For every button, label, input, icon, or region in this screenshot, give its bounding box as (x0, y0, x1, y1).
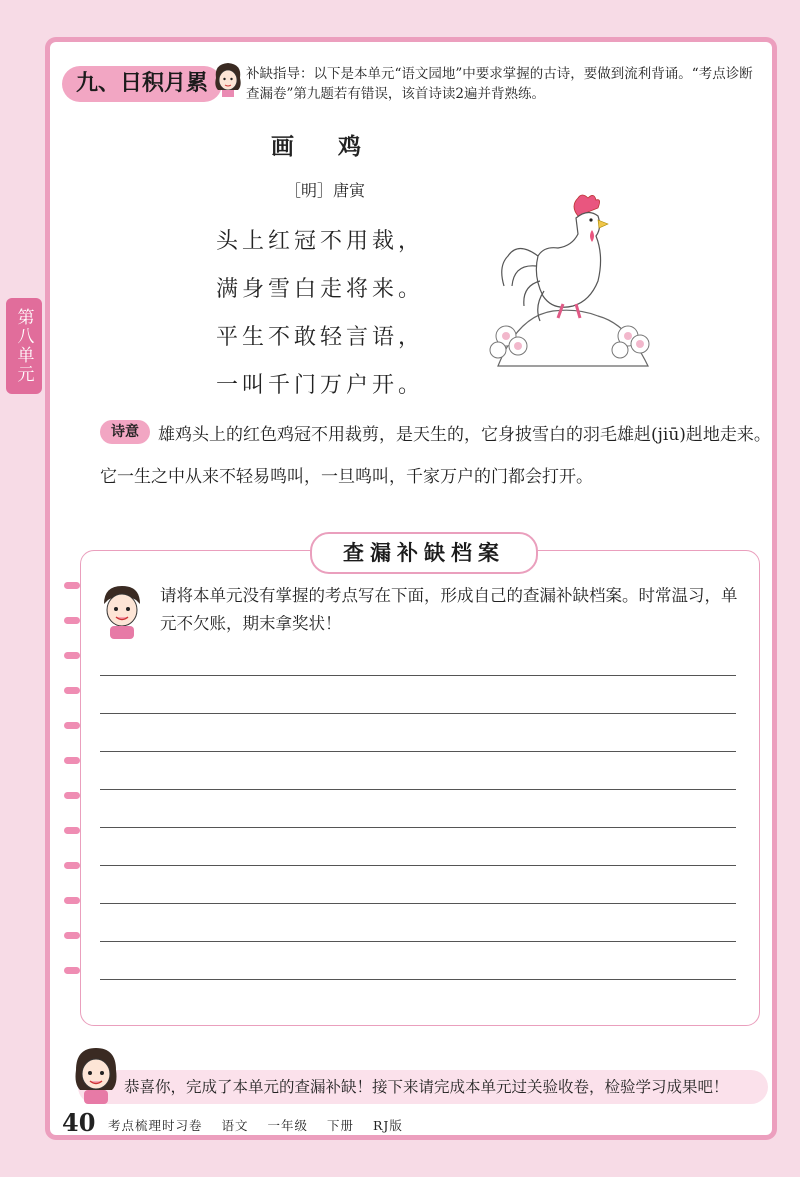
writing-line[interactable] (100, 751, 736, 789)
footer-book: 考点梳理时习卷 (108, 1118, 203, 1133)
footer-term: 下册 (327, 1118, 355, 1133)
footer-grade: 一年级 (267, 1118, 309, 1133)
writing-lines (100, 675, 736, 1017)
footer-edition: RJ版 (373, 1118, 403, 1133)
writing-line[interactable] (100, 979, 736, 1017)
writing-line[interactable] (100, 865, 736, 903)
poem-line: 满身雪白走将来。 (216, 277, 425, 302)
poem-author: ［明］唐寅 (284, 181, 365, 200)
writing-line[interactable] (100, 827, 736, 865)
poem-line: 平生不敢轻言语， (216, 325, 425, 350)
poem-line: 一叫千门万户开。 (216, 373, 425, 398)
girl-face-icon (212, 60, 244, 98)
rooster-illustration (478, 186, 668, 371)
poem-body (216, 218, 424, 410)
meaning-text: 雄鸡头上的红色鸡冠不用裁剪，是天生的，它身披雪白的羽毛雄赳(jiū)赳地走来。它一生之中从来不轻易鸣叫，一旦鸣叫，千家万户的门都会打开。 (100, 425, 771, 487)
section-title: 九、日积月累 (62, 66, 222, 102)
side-tab-unit: 第八单元 (6, 298, 42, 394)
girl-face-icon (72, 1044, 120, 1106)
notebook-rings (64, 582, 80, 1002)
writing-line[interactable] (100, 675, 736, 713)
footer-info (108, 1116, 417, 1134)
writing-line[interactable] (100, 713, 736, 751)
writing-line[interactable] (100, 941, 736, 979)
boy-face-icon (98, 582, 146, 640)
poem-line: 头上红冠不用裁， (216, 229, 425, 254)
page-number: 40 (62, 1108, 96, 1137)
guide-text: 补缺指导：以下是本单元“语文园地”中要求掌握的古诗，要做到流利背诵。“考点诊断查漏卷”第九题若有错误，该首诗读2遍并背熟练。 (246, 66, 753, 102)
meaning-tag: 诗意 (100, 420, 150, 444)
review-title: 查漏补缺档案 (310, 532, 538, 574)
congrats-text: 恭喜你，完成了本单元的查漏补缺！接下来请完成本单元过关验收卷，检验学习成果吧！ (124, 1078, 729, 1096)
review-text: 请将本单元没有掌握的考点写在下面，形成自己的查漏补缺档案。时常温习，单元不欠账，期末拿奖状！ (160, 586, 738, 633)
writing-line[interactable] (100, 903, 736, 941)
poem-title: 画 鸡 (270, 134, 379, 160)
footer-subject: 语文 (221, 1118, 249, 1133)
writing-line[interactable] (100, 789, 736, 827)
